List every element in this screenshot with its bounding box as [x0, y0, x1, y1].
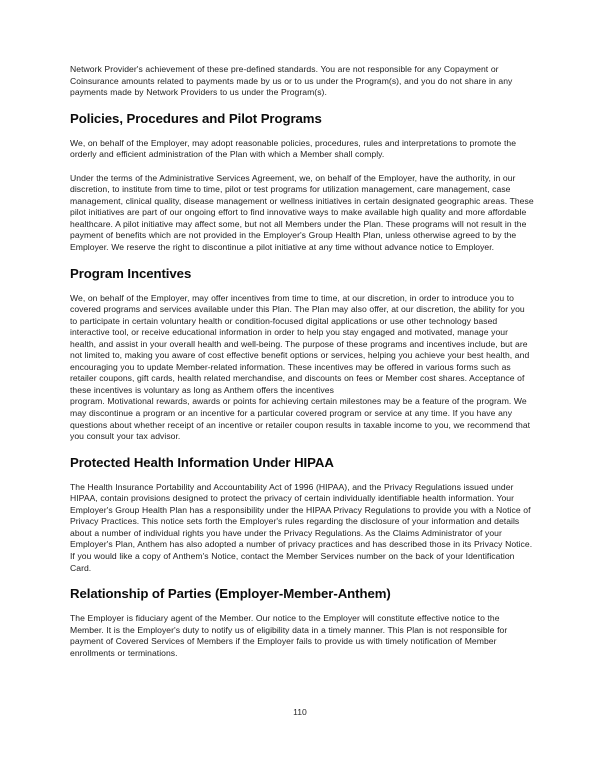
heading-spacer	[70, 127, 534, 138]
page-number: 110	[293, 707, 307, 717]
heading-spacer	[70, 282, 534, 293]
program-incentives-paragraph-continued: program. Motivational rewards, awards or points for achieving certain milestones may be a feature of the program. We may discontinue a program or an incentive for a particular covered program or service at any time. If you have any questions about whether receipt of an incentive or retailer coupon results in taxable income to you, we recommend that you consult your tax advisor.	[70, 396, 531, 442]
intro-paragraph: Network Provider's achievement of these pre-defined standards. You are not responsible for any Copayment or Coinsurance amounts related to payments made by us or to us under the Program(s), and you do not share in any payments made by Network Providers to us under the Program(s).	[70, 64, 513, 98]
heading-spacer	[70, 602, 534, 613]
policies-paragraph-1: We, on behalf of the Employer, may adopt reasonable policies, procedures, rules and interpretations to promote the orderly and efficient administration of the Plan with which a Member shall comply.	[70, 137, 517, 160]
relationship-paragraph: The Employer is fiduciary agent of the Member. Our notice to the Employer will constitute effective notice to the Member. It is the Employer's duty to notify us of eligibility data in a timely manner. This Plan is not responsible for payment of Covered Services of Members if the Employer fails to provide us with timely notification of Member enrollments or terminations.	[70, 613, 508, 658]
program-incentives-paragraph: We, on behalf of the Employer, may offer incentives from time to time, at our discretion, in order to introduce you to covered programs and services available under this Plan. The Plan may also offer, at our discretion, the ability for you to participate in certain voluntary health or condition-focused digital applications or use other technology based interactive tool, or receive educational information in order to help you stay engaged and motivated, manage your health, and assist in your overall health and well-being. The purpose of these programs and incentives include, but are not limited to, making you aware of cost effective benefit options or services, helping you achieve your best health, and encouraging you to update Member-related information. These incentives may be offered in various forms such as retailer coupons, gift cards, health related merchandise, and discounts on fees or Member cost shares. Acceptance of these incentives is voluntary as long as Anthem offers the incentives	[70, 292, 530, 395]
policies-paragraph-2: Under the terms of the Administrative Services Agreement, we, on behalf of the Employer, have the authority, in our discretion, to institute from time to time, pilot or test programs for utilization management, care management, case management, clinical quality, disease management or wellness initiatives in certain designated geographic areas. These pilot initiatives are part of our ongoing effort to find innovative ways to make available high quality and more affordable healthcare. A pilot initiative may affect some, but not all Members under the Plan. These programs will not result in the payment of benefits which are not provided in the Employer's Group Health Plan, unless otherwise agreed to by the Employer. We reserve the right to discontinue a pilot initiative at any time without advance notice to Employer.	[70, 172, 534, 253]
heading-protected-health-information-under-hipaa: Protected Health Information Under HIPAA	[70, 454, 334, 470]
heading-spacer	[70, 471, 534, 482]
hipaa-paragraph: The Health Insurance Portability and Accountability Act of 1996 (HIPAA), and the Privacy Regulations issued under HIPAA, contain provisions designed to protect the privacy of certain individually identifiable health information. Your Employer's Group Health Plan has a responsibility under the HIPAA Privacy Regulations to provide you with a Notice of Privacy Practices. This notice sets forth the Employer's rules regarding the disclosure of your information and details about a number of individual rights you have under the Privacy Regulations. As the Claims Administrator of your Employer's Plan, Anthem has also adopted a number of privacy practices and has described those in its Privacy Notice. If you would like a copy of Anthem's Notice, contact the Member Services number on the back of your Identification Card.	[70, 481, 533, 573]
heading-relationship-of-parties: Relationship of Parties (Employer-Member-Anthem)	[70, 586, 391, 602]
document-content	[70, 64, 534, 659]
heading-program-incentives: Program Incentives	[70, 265, 192, 281]
heading-policies-procedures-pilot-programs: Policies, Procedures and Pilot Programs	[70, 110, 322, 126]
